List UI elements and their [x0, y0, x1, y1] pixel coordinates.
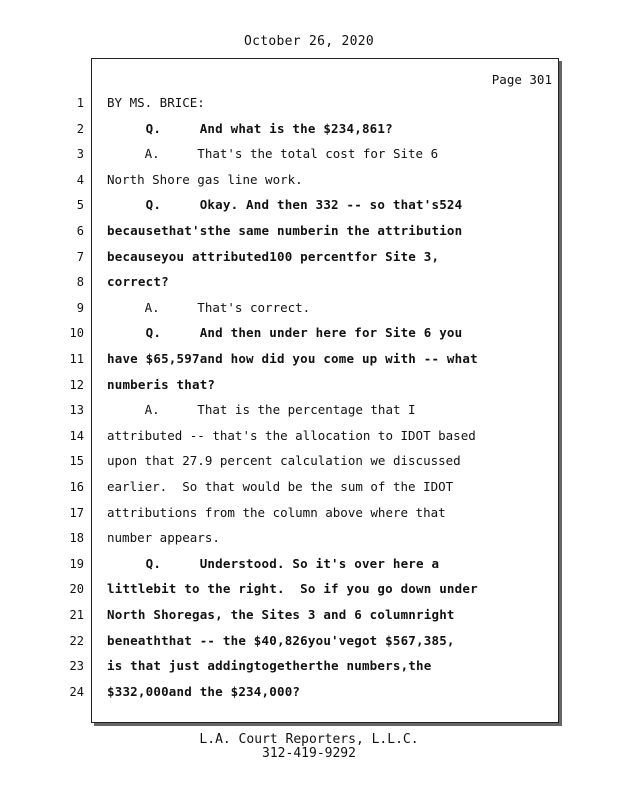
transcript-line	[0, 169, 618, 191]
line-number: 20	[69, 582, 84, 597]
transcript-line	[0, 681, 618, 703]
line-number: 13	[69, 403, 84, 418]
line-text: attributions from the column above where that	[107, 504, 446, 520]
transcript-line	[0, 399, 618, 421]
line-text: A. That is the percentage that I	[107, 402, 416, 418]
transcript-line	[0, 476, 618, 498]
line-number: 22	[69, 633, 84, 648]
line-text: becauseyou attributed100 percentfor Site 3,	[107, 248, 440, 264]
transcript-line	[0, 374, 618, 396]
line-number: 6	[76, 224, 84, 238]
line-text: North Shoregas, the Sites 3 and 6 columnright	[107, 607, 455, 622]
line-number: 11	[69, 352, 84, 366]
line-number: 21	[69, 608, 84, 622]
line-text: upon that 27.9 percent calculation we discussed	[107, 453, 461, 469]
transcript-line	[0, 194, 618, 216]
transcript-line	[0, 322, 618, 344]
header-date: October 26, 2020	[243, 34, 375, 49]
line-number: 3	[76, 147, 84, 162]
transcript-line	[0, 527, 618, 549]
line-text: A. That's the total cost for Site 6	[107, 146, 439, 162]
line-number: 15	[69, 454, 84, 469]
line-text: North Shore gas line work.	[107, 171, 303, 187]
transcript-line	[0, 553, 618, 575]
line-text: Q. Okay. And then 332 -- so that's524	[107, 197, 463, 213]
footer-company: L.A. Court Reporters, L.L.C.	[199, 732, 419, 747]
transcript-line	[0, 297, 618, 319]
line-text: beneaththat -- the $40,826you'vegot $567,385,	[107, 632, 455, 648]
transcript-line	[0, 246, 618, 268]
line-text: A. That's correct.	[107, 299, 311, 315]
transcript-line	[0, 143, 618, 165]
line-text: is that just addingtogetherthe numbers,the	[107, 658, 432, 674]
line-number: 23	[69, 659, 84, 674]
line-number: 1	[76, 96, 84, 110]
transcript-line	[0, 348, 618, 370]
line-text: littlebit to the right. So if you go down under	[107, 581, 478, 597]
transcript-line	[0, 92, 618, 114]
transcript-line	[0, 425, 618, 447]
transcript-line	[0, 604, 618, 626]
line-number: 9	[76, 300, 84, 315]
line-text: correct?	[107, 274, 169, 290]
line-text: have $65,597and how did you come up with -- what	[107, 351, 478, 366]
line-number: 7	[76, 249, 84, 264]
transcript-line	[0, 450, 618, 472]
line-number: 4	[76, 172, 84, 187]
line-number: 10	[69, 326, 84, 341]
line-number: 17	[69, 505, 84, 520]
page-number: Page 301	[491, 72, 552, 87]
line-number: 24	[69, 684, 84, 699]
transcript-line	[0, 118, 618, 140]
line-text: $332,000and the $234,000?	[107, 683, 301, 699]
line-number: 19	[69, 556, 84, 571]
line-text: numberis that?	[107, 376, 216, 392]
line-text: BY MS. BRICE:	[107, 95, 205, 110]
footer	[0, 733, 618, 761]
line-number: 12	[69, 377, 84, 392]
line-text: number appears.	[107, 530, 220, 546]
transcript-line	[0, 271, 618, 293]
footer-phone: 312-419-9292	[262, 746, 356, 761]
transcript-line	[0, 578, 618, 600]
line-number: 8	[76, 275, 84, 290]
line-number: 5	[76, 198, 84, 213]
line-text: Q. And then under here for Site 6 you	[107, 325, 463, 341]
line-text: Q. And what is the $234,861?	[107, 120, 393, 136]
line-text: Q. Understood. So it's over here a	[107, 555, 440, 571]
line-number: 14	[69, 428, 84, 443]
line-text: attributed -- that's the allocation to IDOT based	[107, 427, 476, 443]
transcript-line	[0, 630, 618, 652]
line-number: 16	[69, 480, 84, 494]
line-text: earlier. So that would be the sum of the IDOT	[107, 479, 454, 494]
transcript-line	[0, 502, 618, 524]
line-number: 2	[76, 121, 84, 136]
transcript-line	[0, 220, 618, 242]
line-text: becausethat'sthe same numberin the attribution	[107, 223, 463, 238]
transcript-line	[0, 655, 618, 677]
line-number: 18	[69, 531, 84, 546]
